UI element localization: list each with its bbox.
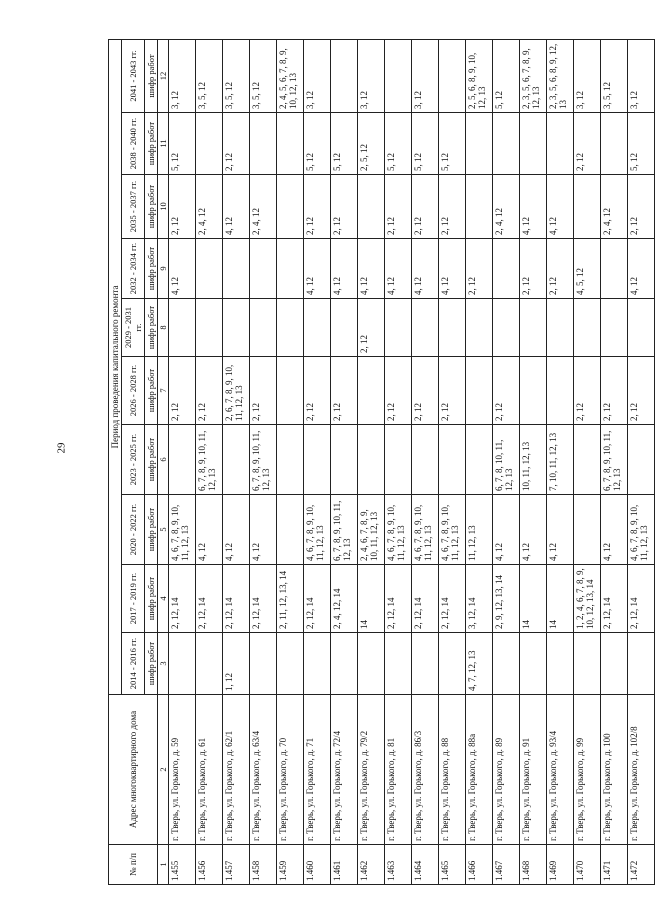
row-number: 1.464 (412, 845, 439, 885)
cipher-cell (547, 113, 574, 175)
cipher-cell: 6, 7, 8, 10, 11, 12, 13 (493, 425, 520, 495)
cipher-cell (574, 633, 601, 695)
row-number: 1.469 (547, 845, 574, 885)
cipher-cell: 3, 12 (358, 39, 385, 112)
cipher-cell: 4, 12 (169, 239, 196, 299)
row-address: г. Тверь, ул. Горького, д. 91 (520, 695, 547, 845)
cipher-cell: 4, 12 (520, 495, 547, 565)
cipher-cell (169, 425, 196, 495)
cipher-cell: 4, 12 (439, 239, 466, 299)
cipher-cell: 4, 12 (547, 175, 574, 239)
cipher-cell (601, 113, 628, 175)
cipher-cell: 3, 12 (628, 39, 655, 112)
row-number: 1.461 (331, 845, 358, 885)
cipher-cell: 2, 12 (169, 357, 196, 425)
row-address: г. Тверь, ул. Горького, д. 89 (493, 695, 520, 845)
cipher-cell: 2, 12 (520, 239, 547, 299)
cipher-cell (223, 239, 250, 299)
column-number: 10 (158, 175, 169, 239)
cipher-cell (574, 299, 601, 357)
cipher-cell: 2, 3, 5, 6, 7, 8, 9, 12, 13 (520, 39, 547, 112)
cipher-cell (250, 299, 277, 357)
column-number-row (158, 39, 169, 884)
cipher-cell: 5, 12 (628, 113, 655, 175)
cipher-cell: 2, 12, 14 (412, 565, 439, 633)
table-row (250, 39, 277, 884)
cipher-cell: 10, 11, 12, 13 (520, 425, 547, 495)
table-row (601, 39, 628, 884)
table-row (547, 39, 574, 884)
header-cipher-label: шифр работ (145, 633, 158, 695)
cipher-cell (628, 299, 655, 357)
cipher-cell: 5, 12 (169, 113, 196, 175)
table-row (223, 39, 250, 884)
column-number: 11 (158, 113, 169, 175)
cipher-cell (439, 299, 466, 357)
cipher-cell: 2, 12 (412, 357, 439, 425)
cipher-cell: 2, 12 (223, 113, 250, 175)
cipher-cell (520, 299, 547, 357)
cipher-cell: 4, 12 (331, 239, 358, 299)
cipher-cell: 2, 12 (574, 357, 601, 425)
cipher-cell (250, 239, 277, 299)
table-row (466, 39, 493, 884)
cipher-cell: 6, 7, 8, 9, 10, 11, 12, 13 (331, 495, 358, 565)
row-number: 1.470 (574, 845, 601, 885)
column-number: 6 (158, 425, 169, 495)
row-address: г. Тверь, ул. Горького, д. 63/4 (250, 695, 277, 845)
cipher-cell: 2, 12 (196, 357, 223, 425)
row-number: 1.465 (439, 845, 466, 885)
row-number: 1.466 (466, 845, 493, 885)
cipher-cell: 4, 12 (304, 239, 331, 299)
cipher-cell (277, 299, 304, 357)
cipher-cell: 2, 12 (574, 113, 601, 175)
header-period: 2023 - 2025 гг. (122, 425, 145, 495)
row-address: г. Тверь, ул. Горького, д. 59 (169, 695, 196, 845)
row-number: 1.458 (250, 845, 277, 885)
cipher-cell (574, 175, 601, 239)
cipher-cell: 3, 5, 12 (601, 39, 628, 112)
header-cipher-label: шифр работ (145, 113, 158, 175)
column-number: 5 (158, 495, 169, 565)
column-number: 1 (158, 845, 169, 885)
header-cipher-label: шифр работ (145, 239, 158, 299)
column-number: 3 (158, 633, 169, 695)
cipher-cell: 4, 12 (601, 495, 628, 565)
cipher-cell (466, 357, 493, 425)
row-number: 1.471 (601, 845, 628, 885)
cipher-cell: 2, 9, 12, 13, 14 (493, 565, 520, 633)
header-period: 2020 - 2022 гг. (122, 495, 145, 565)
row-address: г. Тверь, ул. Горького, д. 62/1 (223, 695, 250, 845)
header-period: 2032 - 2034 гг. (122, 239, 145, 299)
cipher-cell: 3, 12 (574, 39, 601, 112)
row-address: г. Тверь, ул. Горького, д. 72/4 (331, 695, 358, 845)
cipher-cell (277, 175, 304, 239)
cipher-cell: 2, 12, 14 (250, 565, 277, 633)
cipher-cell (493, 239, 520, 299)
header-address: Адрес многоквартирного дома (109, 695, 158, 845)
header-period: 2038 - 2040 гг. (122, 113, 145, 175)
cipher-cell: 1, 2, 4, 6, 7, 8, 9, 10, 12, 13, 14 (574, 565, 601, 633)
cipher-cell (331, 633, 358, 695)
cipher-cell: 7, 10, 11, 12, 13 (547, 425, 574, 495)
cipher-cell: 4, 7, 12, 13 (466, 633, 493, 695)
cipher-cell: 2, 12, 14 (304, 565, 331, 633)
cipher-cell (466, 175, 493, 239)
table-row (412, 39, 439, 884)
cipher-cell: 2, 12 (547, 239, 574, 299)
table-row (358, 39, 385, 884)
cipher-cell (331, 39, 358, 112)
header-period: 2014 - 2016 гг. (122, 633, 145, 695)
cipher-cell (412, 299, 439, 357)
cipher-cell: 6, 7, 8, 9, 10, 11, 12, 13 (601, 425, 628, 495)
cipher-cell: 2, 12 (331, 357, 358, 425)
table-row (169, 39, 196, 884)
cipher-cell: 4, 5, 12 (574, 239, 601, 299)
cipher-cell: 4, 12 (223, 175, 250, 239)
cipher-cell (223, 425, 250, 495)
cipher-cell: 2, 12, 14 (169, 565, 196, 633)
cipher-cell: 2, 6, 7, 8, 9, 10, 11, 12, 13 (223, 357, 250, 425)
row-address: г. Тверь, ул. Горького, д. 71 (304, 695, 331, 845)
cipher-cell: 2, 4, 5, 6, 7, 8, 9, 10, 12, 13 (277, 39, 304, 112)
cipher-cell: 4, 12 (412, 239, 439, 299)
cipher-cell (196, 113, 223, 175)
cipher-cell: 3, 12 (304, 39, 331, 112)
cipher-cell (520, 113, 547, 175)
cipher-cell: 5, 12 (439, 113, 466, 175)
cipher-cell (601, 299, 628, 357)
cipher-cell (628, 633, 655, 695)
cipher-cell: 5, 12 (331, 113, 358, 175)
cipher-cell: 2, 12 (439, 175, 466, 239)
cipher-cell (493, 299, 520, 357)
row-address: г. Тверь, ул. Горького, д. 86/3 (412, 695, 439, 845)
cipher-cell (574, 425, 601, 495)
cipher-cell: 3, 12 (169, 39, 196, 112)
cipher-cell: 2, 12, 14 (601, 565, 628, 633)
cipher-cell: 2, 12 (385, 175, 412, 239)
cipher-cell (358, 175, 385, 239)
cipher-cell: 4, 12 (628, 239, 655, 299)
repair-schedule-table (108, 39, 655, 885)
cipher-cell (547, 633, 574, 695)
header-period: 2029 - 2031 гг. (122, 299, 145, 357)
cipher-cell (250, 113, 277, 175)
header-cipher-label: шифр работ (145, 495, 158, 565)
cipher-cell: 2, 12 (493, 357, 520, 425)
table-body (169, 39, 655, 884)
row-number: 1.456 (196, 845, 223, 885)
cipher-cell (304, 633, 331, 695)
header-no: № п/п (109, 845, 158, 885)
header-cipher-label: шифр работ (145, 299, 158, 357)
cipher-cell: 2, 5, 6, 8, 9, 10, 12, 13 (466, 39, 493, 112)
cipher-cell (277, 357, 304, 425)
cipher-cell (358, 633, 385, 695)
row-address: г. Тверь, ул. Горького, д. 93/4 (547, 695, 574, 845)
cipher-cell (385, 39, 412, 112)
row-address: г. Тверь, ул. Горького, д. 99 (574, 695, 601, 845)
cipher-cell (304, 299, 331, 357)
cipher-cell (385, 425, 412, 495)
cipher-cell: 5, 12 (412, 113, 439, 175)
cipher-cell (412, 633, 439, 695)
cipher-cell: 2, 4, 12, 14 (331, 565, 358, 633)
cipher-cell: 2, 12 (250, 357, 277, 425)
header-cipher-label: шифр работ (145, 357, 158, 425)
cipher-cell (169, 633, 196, 695)
cipher-cell: 6, 7, 8, 9, 10, 11, 12, 13 (250, 425, 277, 495)
cipher-cell (574, 495, 601, 565)
row-address: г. Тверь, ул. Горького, д. 70 (277, 695, 304, 845)
cipher-cell: 2, 12 (385, 357, 412, 425)
cipher-cell: 2, 12 (466, 239, 493, 299)
cipher-cell: 4, 6, 7, 8, 9, 10, 11, 12, 13 (304, 495, 331, 565)
cipher-cell: 2, 12 (331, 175, 358, 239)
cipher-cell (385, 299, 412, 357)
header-period-title: Период проведения капитального ремонта (109, 39, 122, 694)
cipher-cell: 2, 12 (304, 357, 331, 425)
cipher-cell: 14 (547, 565, 574, 633)
cipher-cell (412, 425, 439, 495)
cipher-cell: 4, 12 (358, 239, 385, 299)
cipher-cell (547, 357, 574, 425)
column-number: 9 (158, 239, 169, 299)
cipher-cell: 4, 12 (385, 239, 412, 299)
cipher-cell (196, 633, 223, 695)
row-address: г. Тверь, ул. Горького, д. 102/8 (628, 695, 655, 845)
cipher-cell: 2, 4, 12 (493, 175, 520, 239)
cipher-cell: 2, 5, 12 (358, 113, 385, 175)
column-number: 12 (158, 39, 169, 112)
cipher-cell: 3, 5, 12 (196, 39, 223, 112)
table-row (574, 39, 601, 884)
table-row (439, 39, 466, 884)
cipher-cell: 2, 4, 12 (250, 175, 277, 239)
cipher-cell (277, 239, 304, 299)
cipher-cell (331, 425, 358, 495)
header-period: 2026 - 2028 гг. (122, 357, 145, 425)
cipher-cell (277, 113, 304, 175)
row-number: 1.463 (385, 845, 412, 885)
cipher-cell: 2, 12 (628, 175, 655, 239)
cipher-cell (439, 39, 466, 112)
cipher-cell: 2, 12 (304, 175, 331, 239)
cipher-cell: 3, 5, 12 (223, 39, 250, 112)
row-number: 1.460 (304, 845, 331, 885)
cipher-cell: 2, 4, 6, 7, 8, 9, 10, 11, 12, 13 (358, 495, 385, 565)
cipher-cell: 1, 12 (223, 633, 250, 695)
cipher-cell: 11, 12, 13 (466, 495, 493, 565)
cipher-cell (439, 633, 466, 695)
cipher-cell (277, 633, 304, 695)
cipher-cell (331, 299, 358, 357)
cipher-cell: 2, 4, 12 (601, 175, 628, 239)
cipher-cell (493, 633, 520, 695)
cipher-cell: 4, 6, 7, 8, 9, 10, 11, 12, 13 (385, 495, 412, 565)
cipher-cell (520, 633, 547, 695)
cipher-cell: 4, 12 (196, 495, 223, 565)
cipher-cell (601, 633, 628, 695)
table-row (196, 39, 223, 884)
header-period: 2035 - 2037 гг. (122, 175, 145, 239)
cipher-cell: 4, 6, 7, 8, 9, 10, 11, 12, 13 (412, 495, 439, 565)
cipher-cell (304, 425, 331, 495)
cipher-cell (466, 425, 493, 495)
row-address: г. Тверь, ул. Горького, д. 79/2 (358, 695, 385, 845)
cipher-cell (250, 633, 277, 695)
table-row (520, 39, 547, 884)
cipher-cell (466, 299, 493, 357)
cipher-cell: 2, 12 (628, 357, 655, 425)
row-number: 1.472 (628, 845, 655, 885)
cipher-cell: 4, 12 (520, 175, 547, 239)
row-address: г. Тверь, ул. Горького, д. 88а (466, 695, 493, 845)
cipher-cell (196, 299, 223, 357)
header-cipher-label: шифр работ (145, 565, 158, 633)
cipher-cell: 2, 12 (439, 357, 466, 425)
cipher-cell (196, 239, 223, 299)
row-number: 1.455 (169, 845, 196, 885)
cipher-cell: 2, 12 (412, 175, 439, 239)
cipher-cell: 14 (520, 565, 547, 633)
cipher-cell: 2, 12, 14 (439, 565, 466, 633)
cipher-cell: 3, 12, 14 (466, 565, 493, 633)
header-period: 2017 - 2019 гг. (122, 565, 145, 633)
cipher-cell: 4, 12 (547, 495, 574, 565)
cipher-cell: 14 (358, 565, 385, 633)
header-cipher-label: шифр работ (145, 425, 158, 495)
table-row (331, 39, 358, 884)
cipher-cell: 2, 12 (601, 357, 628, 425)
header-cipher-label: шифр работ (145, 39, 158, 112)
table-row (277, 39, 304, 884)
row-address: г. Тверь, ул. Горького, д. 88 (439, 695, 466, 845)
cipher-cell: 2, 12, 14 (196, 565, 223, 633)
header-cipher-label: шифр работ (145, 175, 158, 239)
cipher-cell: 5, 12 (493, 39, 520, 112)
rotated-table-container (108, 40, 649, 885)
cipher-cell: 2, 12 (169, 175, 196, 239)
cipher-cell (358, 357, 385, 425)
table-row (304, 39, 331, 884)
cipher-cell (601, 239, 628, 299)
cipher-cell: 4, 12 (493, 495, 520, 565)
column-number: 8 (158, 299, 169, 357)
cipher-cell (466, 113, 493, 175)
row-number: 1.459 (277, 845, 304, 885)
cipher-cell: 2, 12, 14 (385, 565, 412, 633)
column-number: 2 (158, 695, 169, 845)
cipher-cell (277, 425, 304, 495)
cipher-cell: 2, 11, 12, 13, 14 (277, 565, 304, 633)
cipher-cell (223, 299, 250, 357)
cipher-cell: 2, 3, 5, 6, 8, 9, 12, 13 (547, 39, 574, 112)
row-number: 1.467 (493, 845, 520, 885)
cipher-cell (628, 425, 655, 495)
cipher-cell: 5, 12 (385, 113, 412, 175)
cipher-cell: 5, 12 (304, 113, 331, 175)
cipher-cell: 2, 4, 12 (196, 175, 223, 239)
cipher-cell (547, 299, 574, 357)
cipher-cell (493, 113, 520, 175)
cipher-cell (358, 425, 385, 495)
cipher-cell (385, 633, 412, 695)
cipher-cell: 2, 12 (358, 299, 385, 357)
cipher-cell (277, 495, 304, 565)
row-address: г. Тверь, ул. Горького, д. 61 (196, 695, 223, 845)
cipher-cell: 4, 12 (223, 495, 250, 565)
cipher-cell (520, 357, 547, 425)
cipher-cell: 6, 7, 8, 9, 10, 11, 12, 13 (196, 425, 223, 495)
cipher-cell: 3, 12 (412, 39, 439, 112)
column-number: 4 (158, 565, 169, 633)
cipher-cell: 3, 5, 12 (250, 39, 277, 112)
cipher-cell: 2, 12, 14 (223, 565, 250, 633)
row-number: 1.468 (520, 845, 547, 885)
table-row (493, 39, 520, 884)
row-address: г. Тверь, ул. Горького, д. 100 (601, 695, 628, 845)
cipher-cell (169, 299, 196, 357)
cipher-cell: 2, 12, 14 (628, 565, 655, 633)
column-number: 7 (158, 357, 169, 425)
cipher-cell: 4, 6, 7, 8, 9, 10, 11, 12, 13 (628, 495, 655, 565)
cipher-cell: 4, 12 (250, 495, 277, 565)
table-row (628, 39, 655, 884)
row-address: г. Тверь, ул. Горького, д. 81 (385, 695, 412, 845)
cipher-cell: 4, 6, 7, 8, 9, 10, 11, 12, 13 (439, 495, 466, 565)
table-row (385, 39, 412, 884)
cipher-cell: 4, 6, 7, 8, 9, 10, 11, 12, 13 (169, 495, 196, 565)
row-number: 1.457 (223, 845, 250, 885)
page-number: 29 (55, 442, 68, 454)
header-period: 2041 - 2043 гг. (122, 39, 145, 112)
cipher-cell (439, 425, 466, 495)
row-number: 1.462 (358, 845, 385, 885)
